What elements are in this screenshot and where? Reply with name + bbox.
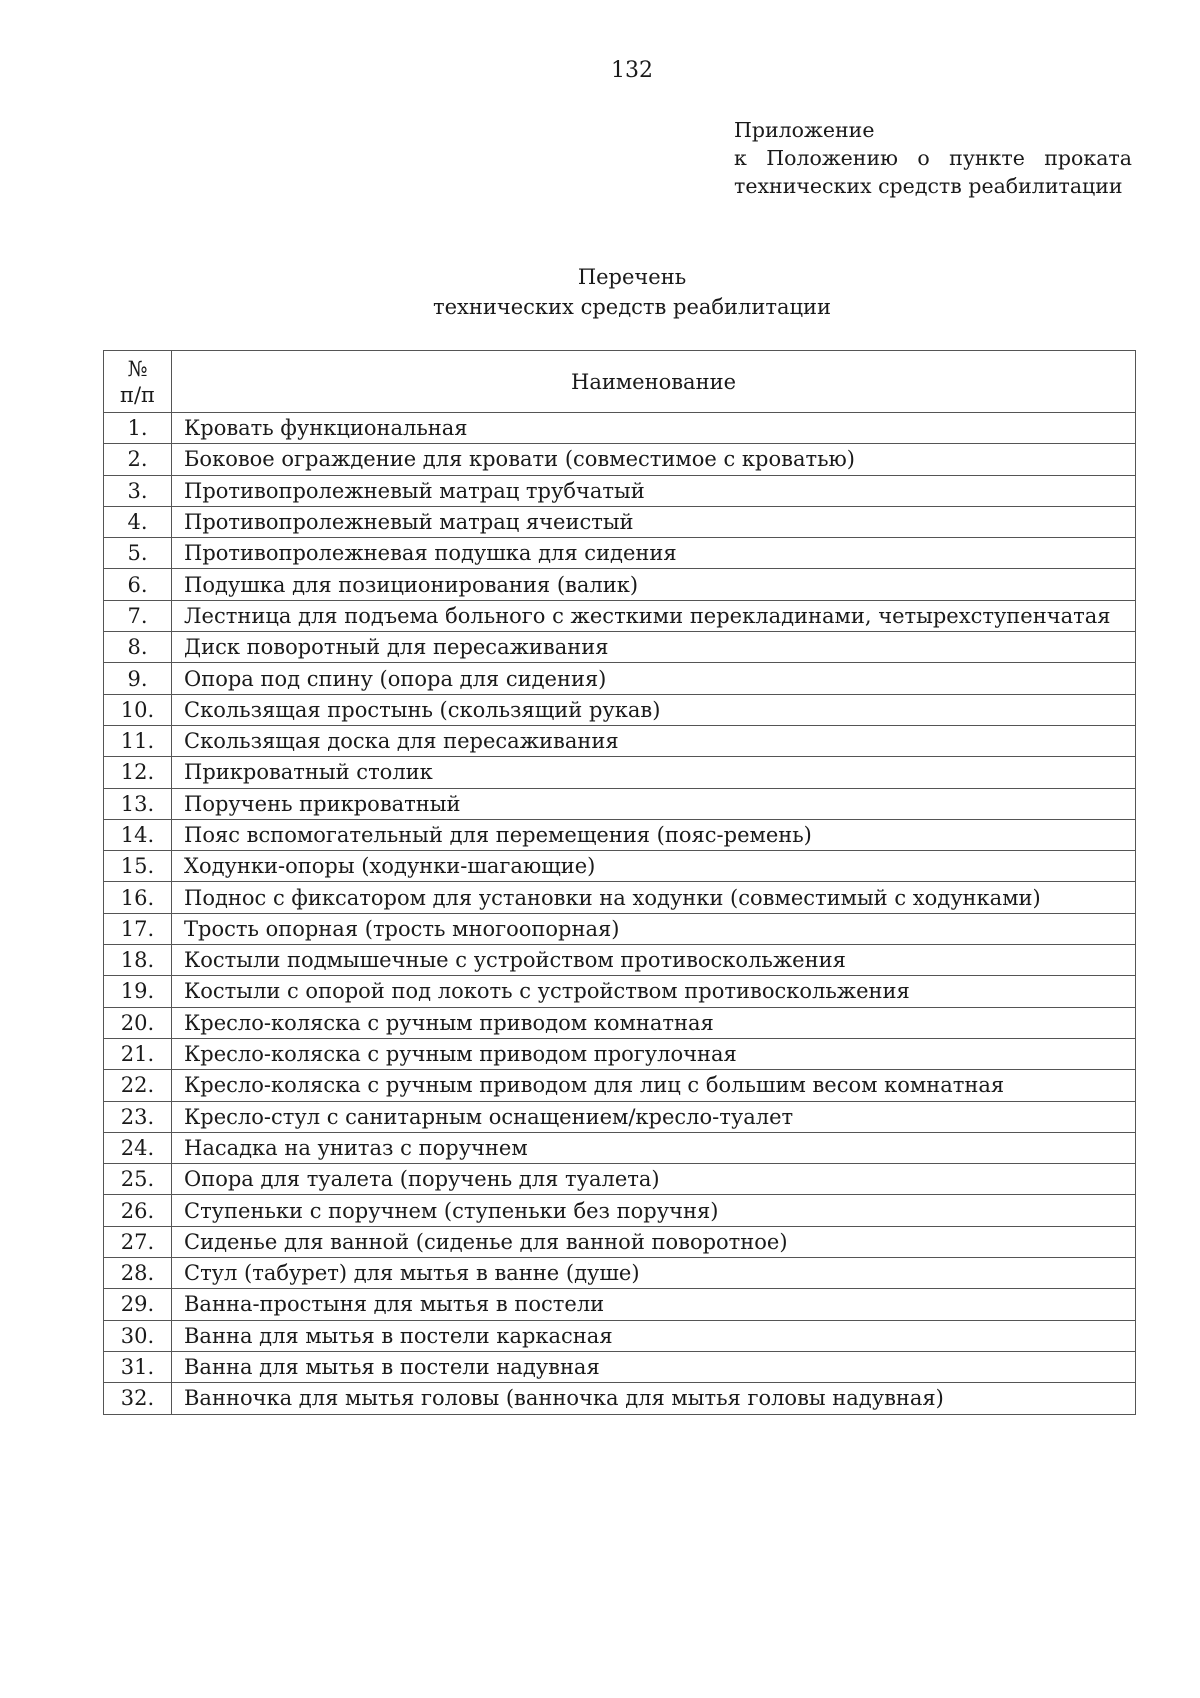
row-number: 32.	[104, 1383, 172, 1414]
table-row	[104, 1007, 1136, 1038]
page-number: 132	[611, 58, 653, 83]
appendix-line-3: технических средств реабилитации	[734, 174, 1123, 198]
row-number: 1.	[104, 413, 172, 444]
row-number: 30.	[104, 1320, 172, 1351]
row-name: Кресло-коляска с ручным приводом комнатная	[172, 1007, 1136, 1038]
row-number: 23.	[104, 1101, 172, 1132]
row-number: 13.	[104, 788, 172, 819]
row-name: Костыли подмышечные с устройством противоскольжения	[172, 945, 1136, 976]
row-name: Лестница для подъема больного с жесткими перекладинами, четырехступенчатая	[172, 600, 1136, 631]
row-number: 20.	[104, 1007, 172, 1038]
row-name: Поднос с фиксатором для установки на ходунки (совместимый с ходунками)	[172, 882, 1136, 913]
title-line-1: Перечень	[577, 265, 687, 289]
row-number: 27.	[104, 1226, 172, 1257]
row-name: Опора для туалета (поручень для туалета)	[172, 1164, 1136, 1195]
appendix-line-2: к Положению о пункте проката	[734, 146, 1132, 170]
row-name: Скользящая простынь (скользящий рукав)	[172, 694, 1136, 725]
row-name: Сиденье для ванной (сиденье для ванной поворотное)	[172, 1226, 1136, 1257]
row-number: 18.	[104, 945, 172, 976]
row-name: Костыли с опорой под локоть с устройством противоскольжения	[172, 976, 1136, 1007]
table-row	[104, 725, 1136, 756]
table-row	[104, 694, 1136, 725]
table-row	[104, 1195, 1136, 1226]
row-number: 11.	[104, 725, 172, 756]
table-row	[104, 600, 1136, 631]
row-number: 29.	[104, 1289, 172, 1320]
table-row	[104, 757, 1136, 788]
table-row	[104, 913, 1136, 944]
row-number: 31.	[104, 1351, 172, 1382]
row-name: Противопролежневая подушка для сидения	[172, 538, 1136, 569]
row-number: 15.	[104, 851, 172, 882]
row-number: 25.	[104, 1164, 172, 1195]
row-name: Кресло-стул с санитарным оснащением/кресло-туалет	[172, 1101, 1136, 1132]
table-row	[104, 1226, 1136, 1257]
table-body	[104, 413, 1136, 1415]
table-row	[104, 506, 1136, 537]
table-row	[104, 851, 1136, 882]
row-name: Боковое ограждение для кровати (совместимое с кроватью)	[172, 444, 1136, 475]
row-number: 22.	[104, 1070, 172, 1101]
row-name: Насадка на унитаз с поручнем	[172, 1132, 1136, 1163]
column-header-number-line-2: п/п	[119, 382, 156, 407]
row-name: Подушка для позиционирования (валик)	[172, 569, 1136, 600]
table-row	[104, 1289, 1136, 1320]
row-number: 3.	[104, 475, 172, 506]
table-row	[104, 976, 1136, 1007]
table-row	[104, 475, 1136, 506]
table-row	[104, 1132, 1136, 1163]
row-number: 9.	[104, 663, 172, 694]
table-row	[104, 632, 1136, 663]
table-row	[104, 1101, 1136, 1132]
table-row	[104, 1320, 1136, 1351]
appendix-block	[734, 116, 1132, 200]
title-line-2: технических средств реабилитации	[432, 295, 832, 319]
column-header-number-line-1: №	[127, 356, 148, 381]
row-number: 2.	[104, 444, 172, 475]
row-name: Ходунки-опоры (ходунки-шагающие)	[172, 851, 1136, 882]
table-row	[104, 1383, 1136, 1414]
table-row	[104, 1351, 1136, 1382]
column-header-number	[104, 351, 172, 413]
row-number: 16.	[104, 882, 172, 913]
row-number: 12.	[104, 757, 172, 788]
table-row	[104, 1164, 1136, 1195]
row-name: Ванна для мытья в постели каркасная	[172, 1320, 1136, 1351]
row-name: Противопролежневый матрац ячеистый	[172, 506, 1136, 537]
row-name: Ванна-простыня для мытья в постели	[172, 1289, 1136, 1320]
equipment-table	[103, 350, 1136, 1415]
table-row	[104, 538, 1136, 569]
row-number: 8.	[104, 632, 172, 663]
row-number: 6.	[104, 569, 172, 600]
table-header-row	[104, 351, 1136, 413]
table-row	[104, 444, 1136, 475]
row-number: 5.	[104, 538, 172, 569]
table-row	[104, 788, 1136, 819]
row-name: Кресло-коляска с ручным приводом для лиц с большим весом комнатная	[172, 1070, 1136, 1101]
row-number: 21.	[104, 1038, 172, 1069]
row-number: 4.	[104, 506, 172, 537]
row-name: Кровать функциональная	[172, 413, 1136, 444]
table-row	[104, 569, 1136, 600]
row-name: Опора под спину (опора для сидения)	[172, 663, 1136, 694]
row-number: 10.	[104, 694, 172, 725]
row-number: 7.	[104, 600, 172, 631]
row-number: 26.	[104, 1195, 172, 1226]
row-number: 14.	[104, 819, 172, 850]
row-name: Поручень прикроватный	[172, 788, 1136, 819]
row-number: 19.	[104, 976, 172, 1007]
table-row	[104, 882, 1136, 913]
table-row	[104, 413, 1136, 444]
row-name: Противопролежневый матрац трубчатый	[172, 475, 1136, 506]
column-header-name: Наименование	[172, 351, 1136, 413]
table-row	[104, 819, 1136, 850]
row-name: Скользящая доска для пересаживания	[172, 725, 1136, 756]
row-name: Ванна для мытья в постели надувная	[172, 1351, 1136, 1382]
row-number: 28.	[104, 1258, 172, 1289]
table-row	[104, 1258, 1136, 1289]
row-number: 24.	[104, 1132, 172, 1163]
table-row	[104, 945, 1136, 976]
appendix-line-1: Приложение	[734, 118, 875, 142]
row-name: Ванночка для мытья головы (ванночка для мытья головы надувная)	[172, 1383, 1136, 1414]
table-row	[104, 663, 1136, 694]
row-name: Трость опорная (трость многоопорная)	[172, 913, 1136, 944]
row-name: Прикроватный столик	[172, 757, 1136, 788]
table-row	[104, 1038, 1136, 1069]
row-name: Диск поворотный для пересаживания	[172, 632, 1136, 663]
table-row	[104, 1070, 1136, 1101]
row-name: Стул (табурет) для мытья в ванне (душе)	[172, 1258, 1136, 1289]
document-title	[0, 262, 1200, 322]
row-name: Ступеньки с поручнем (ступеньки без поручня)	[172, 1195, 1136, 1226]
row-number: 17.	[104, 913, 172, 944]
row-name: Кресло-коляска с ручным приводом прогулочная	[172, 1038, 1136, 1069]
row-name: Пояс вспомогательный для перемещения (пояс-ремень)	[172, 819, 1136, 850]
